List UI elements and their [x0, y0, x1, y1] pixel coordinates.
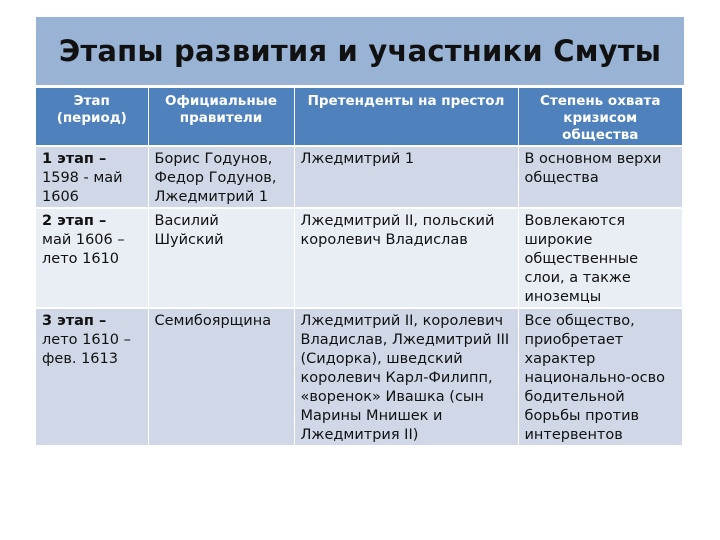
scope-cell: Все общество, приобретает характер национально-осво бодительной борьбы против интервентов: [518, 308, 682, 446]
stages-table: [36, 88, 682, 447]
stage-period: май 1606 – лето 1610: [42, 232, 125, 267]
pretenders-cell: Лжедмитрий 1: [294, 146, 518, 208]
header-pretenders: Претенденты на престол: [294, 88, 518, 146]
title-band: [36, 17, 684, 85]
rulers-cell: Василий Шуйский: [148, 208, 294, 308]
stage-cell: [36, 308, 148, 446]
stage-period: лето 1610 – фев. 1613: [42, 332, 131, 367]
stage-cell: [36, 208, 148, 308]
pretenders-cell: Лжедмитрий II, королевич Владислав, Лжедмитрий III (Сидорка), шведский королевич Карл-Филипп, «воренок» Ивашка (сын Марины Мнишек и Лжедмитрия II): [294, 308, 518, 446]
scope-cell: В основном верхи общества: [518, 146, 682, 208]
header-scope: Степень охвата кризисом общества: [518, 88, 682, 146]
stage-period: 1598 - май 1606: [42, 170, 123, 205]
stage-title: 1 этап –: [42, 151, 107, 167]
header-rulers: Официальные правители: [148, 88, 294, 146]
scope-cell: Вовлекаются широкие общественные слои, а также иноземцы: [518, 208, 682, 308]
rulers-cell: Семибоярщина: [148, 308, 294, 446]
stage-title: 3 этап –: [42, 313, 107, 329]
table-row: [36, 146, 682, 208]
rulers-cell: Борис Годунов, Федор Годунов, Лжедмитрий 1: [148, 146, 294, 208]
pretenders-cell: Лжедмитрий II, польский королевич Владислав: [294, 208, 518, 308]
header-stage: Этап (период): [36, 88, 148, 146]
stage-title: 2 этап –: [42, 213, 107, 229]
table-header-row: [36, 88, 682, 146]
table-row: [36, 208, 682, 308]
page-title: Этапы развития и участники Смуты: [58, 34, 662, 68]
stage-cell: [36, 146, 148, 208]
table-row: [36, 308, 682, 446]
